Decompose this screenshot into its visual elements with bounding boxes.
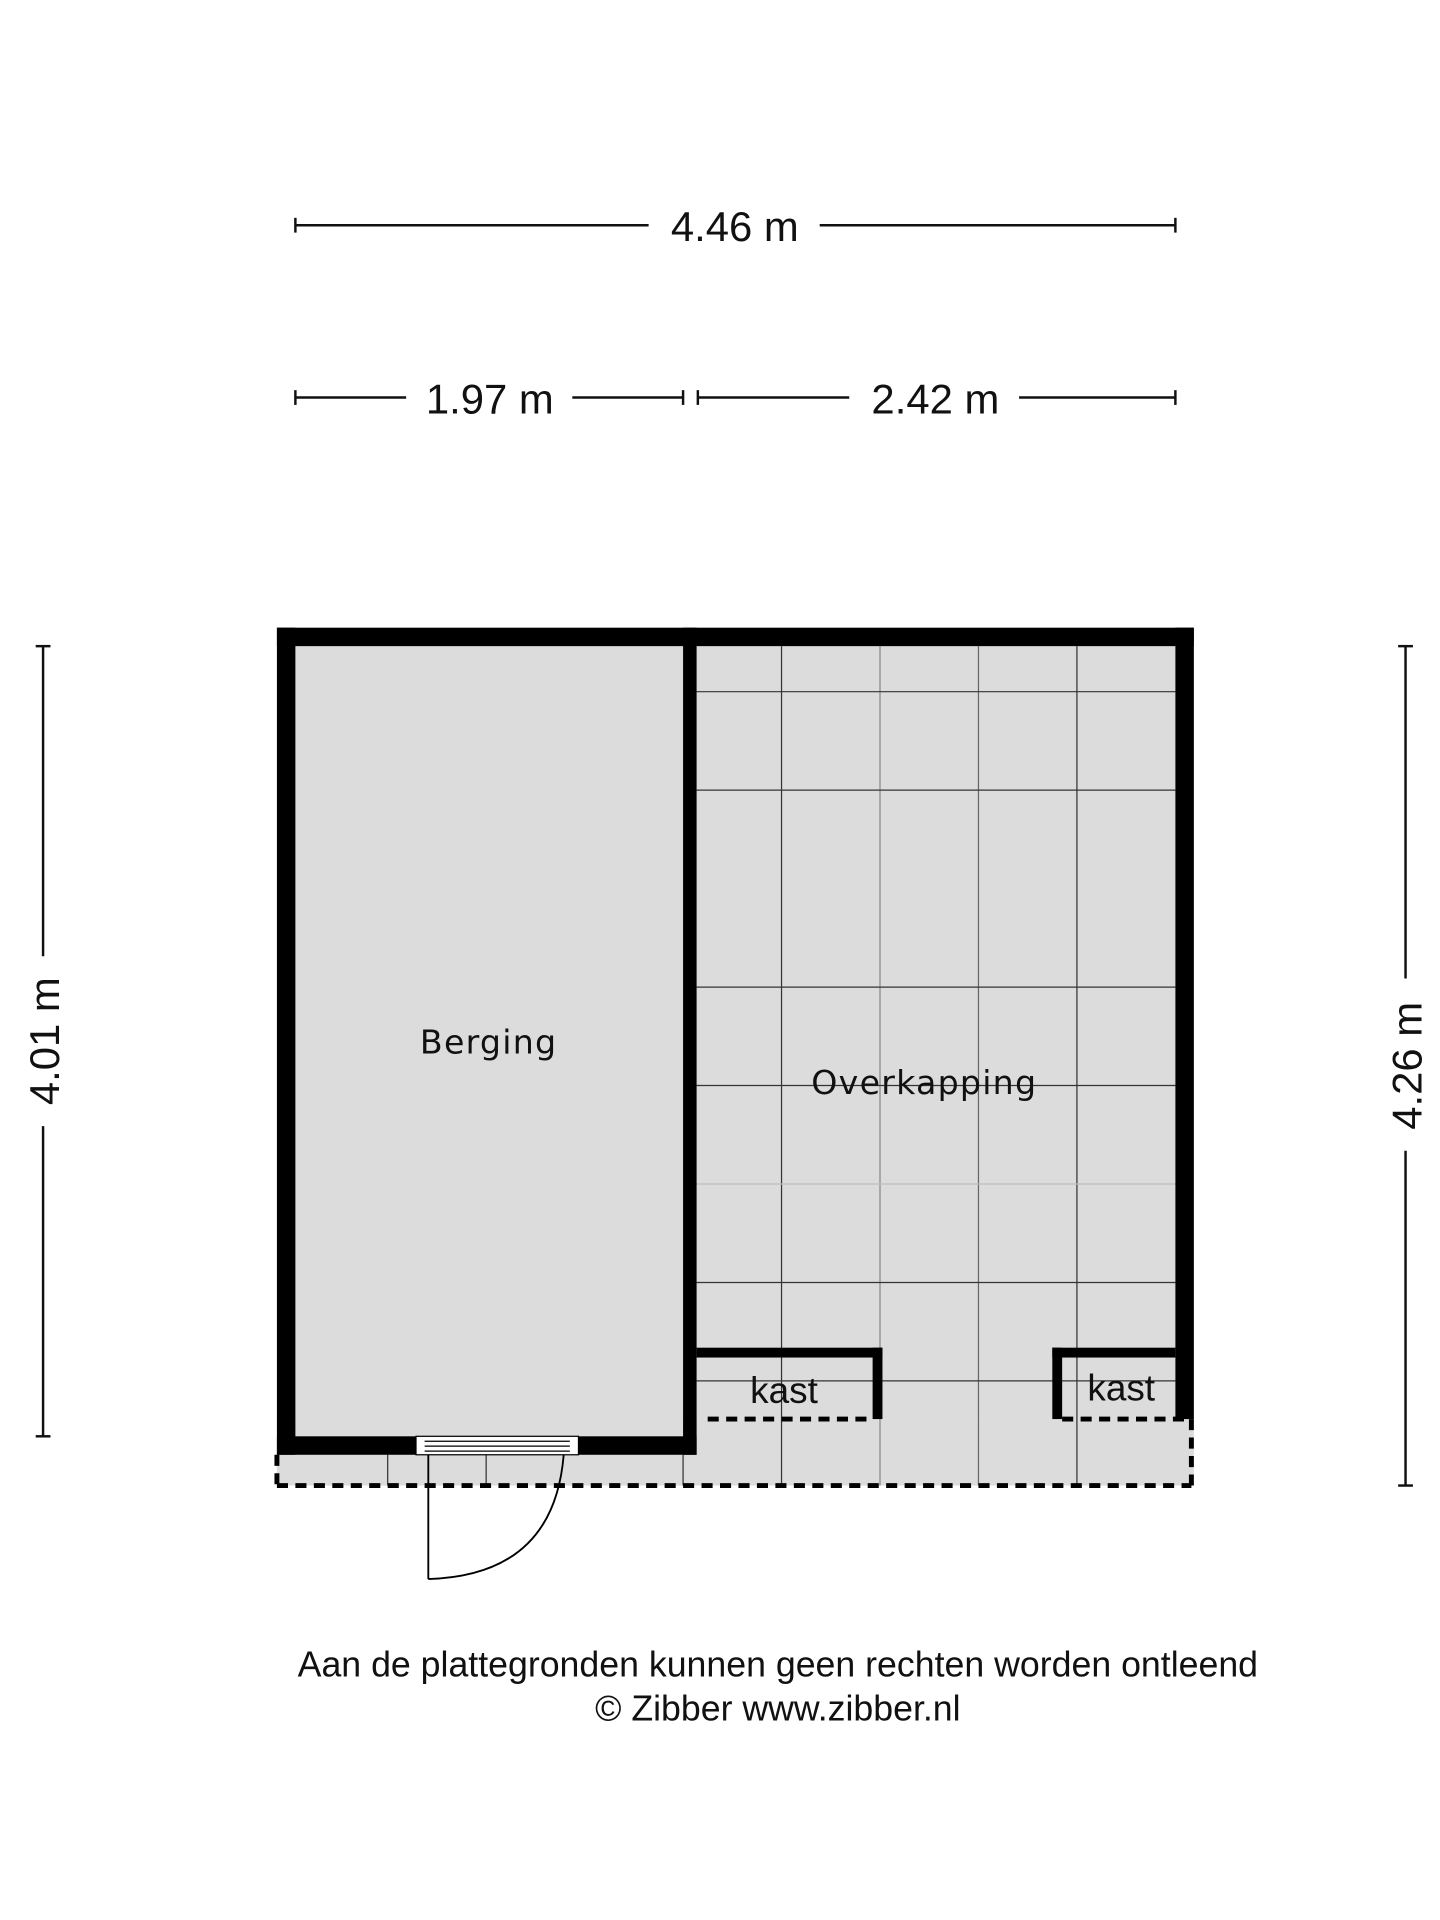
- dimension-label-total-width: 4.46 m: [670, 203, 799, 251]
- room-label-berging: Berging: [419, 1022, 558, 1062]
- dimension-label-overkapping-depth: 4.26 m: [1383, 1001, 1431, 1130]
- footer-copyright: © Zibber www.zibber.nl: [595, 1688, 961, 1729]
- footer-disclaimer: Aan de plattegronden kunnen geen rechten worden ontleend: [297, 1644, 1259, 1685]
- room-label-kast-left: kast: [750, 1370, 818, 1412]
- room-label-overkapping: Overkapping: [811, 1063, 1038, 1103]
- dimension-label-berging-width: 1.97 m: [425, 375, 554, 423]
- dimension-label-berging-depth: 4.01 m: [21, 977, 69, 1106]
- room-label-kast-right: kast: [1087, 1367, 1156, 1409]
- overkapping-floor: [697, 646, 1176, 1419]
- dimension-label-overkapping-width: 2.42 m: [871, 375, 1000, 423]
